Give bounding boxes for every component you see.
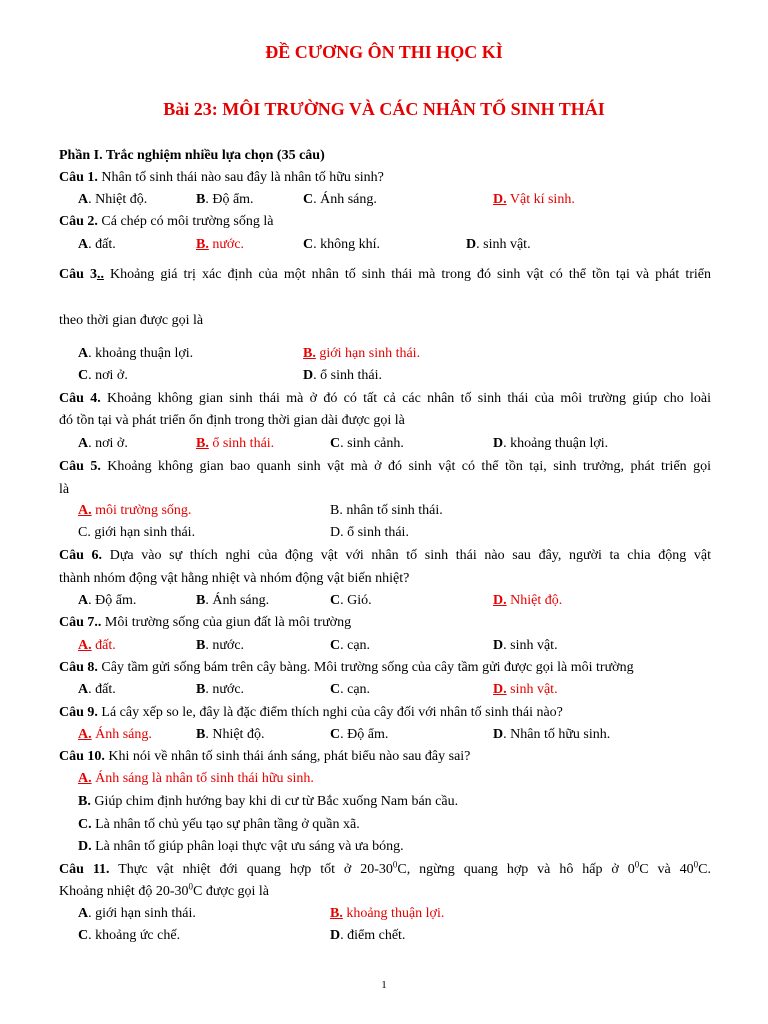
q11-option-a: A. giới hạn sinh thái.	[78, 906, 196, 921]
q11-option-b-correct: B. khoảng thuận lợi.	[330, 906, 445, 921]
q7-option-d: D. sinh vật.	[493, 638, 558, 653]
q6-option-b: B. Ánh sáng.	[196, 593, 270, 608]
q7-option-c: C. cạn.	[330, 638, 371, 653]
q6-option-d-correct: D. Nhiệt độ.	[493, 593, 563, 608]
q10-option-b: B. Giúp chim định hướng bay khi di cư từ Bắc xuống Nam bán cầu.	[78, 794, 459, 809]
document-title: ĐỀ CƯƠNG ÔN THI HỌC KÌ	[265, 42, 503, 62]
q8-option-a: A. đất.	[78, 682, 116, 697]
q9-option-b: B. Nhiệt độ.	[196, 727, 265, 742]
q1-option-d-correct: D. Vật kí sinh.	[493, 192, 575, 207]
q8-option-b: B. nước.	[196, 682, 245, 697]
q10-option-a-correct: A. Ánh sáng là nhân tố sinh thái hữu sinh.	[78, 771, 314, 786]
q2-option-d: D. sinh vật.	[466, 237, 531, 252]
q2-option-c: C. không khí.	[303, 237, 381, 252]
q5-option-a-correct: A. môi trường sống.	[78, 503, 192, 518]
lesson-title: Bài 23: MÔI TRƯỜNG VÀ CÁC NHÂN TỐ SINH THÁI	[163, 99, 605, 119]
question-text: Nhân tố sinh thái nào sau đây là nhân tố hữu sinh?	[101, 170, 384, 185]
q5-option-d: D. ổ sinh thái.	[330, 525, 409, 540]
question-8: Câu 8. Cây tầm gửi sống bám trên cây bàng. Môi trường sống của cây tầm gửi được gọi là môi trường	[59, 660, 634, 675]
q4-option-b-correct: B. ổ sinh thái.	[196, 436, 275, 451]
question-6-line1: Câu 6. Dựa vào sự thích nghi của động vật với nhân tố sinh thái nào sau đây, người ta chia động vật	[59, 548, 712, 563]
q9-option-c: C. Độ ẩm.	[330, 727, 389, 742]
question-3-line2: theo thời gian được gọi là	[59, 313, 204, 328]
question-4-line2: đó tồn tại và phát triển ổn định trong thời gian dài được gọi là	[59, 413, 405, 428]
question-4-line1: Câu 4. Khoảng không gian sinh thái mà ở đó có tất cả các nhân tố sinh thái của môi trường giúp cho loài	[59, 391, 712, 406]
question-5-line1: Câu 5. Khoảng không gian bao quanh sinh vật mà ở đó sinh vật có thể tồn tại, sinh trưởng, phát triển gọi	[59, 459, 711, 474]
q7-option-a-correct: A. đất.	[78, 638, 116, 653]
q3-option-c: C. nơi ở.	[78, 368, 128, 383]
section-heading: Phần I. Trắc nghiệm nhiều lựa chọn (35 câu)	[59, 148, 325, 163]
q2-option-a: A. đất.	[78, 237, 116, 252]
q10-option-c: C. Là nhân tố chủ yếu tạo sự phân tầng ở quần xã.	[78, 817, 360, 832]
question-label: Câu 1.	[59, 170, 98, 185]
q5-option-b: B. nhân tố sinh thái.	[330, 503, 443, 518]
q1-option-a: A. Nhiệt độ.	[78, 192, 148, 207]
q6-option-c: C. Gió.	[330, 593, 372, 608]
q8-option-c: C. cạn.	[330, 682, 371, 697]
question-3-line1: Câu 3.. Khoảng giá trị xác định của một nhân tố sinh thái mà trong đó sinh vật có thể tồn tại và phát triển	[59, 267, 711, 282]
q4-option-c: C. sinh cảnh.	[330, 436, 404, 451]
q11-option-c: C. khoảng ức chế.	[78, 928, 181, 943]
q6-option-a: A. Độ ẩm.	[78, 593, 137, 608]
q3-option-b-correct: B. giới hạn sinh thái.	[303, 346, 421, 361]
q1-option-c: C. Ánh sáng.	[303, 192, 377, 207]
q4-option-a: A. nơi ở.	[78, 436, 128, 451]
question-1	[59, 170, 384, 186]
question-2: Câu 2. Cá chép có môi trường sống là	[59, 214, 274, 229]
q4-option-d: D. khoảng thuận lợi.	[493, 436, 609, 451]
q7-option-b: B. nước.	[196, 638, 245, 653]
question-11-line1: Câu 11. Thực vật nhiệt đới quang hợp tốt ở $20-30^0C$, ngừng quang hợp và hô hấp ở $0^0C$ và $40^0C$.	[59, 859, 711, 877]
question-10: Câu 10. Khi nói về nhân tố sinh thái ánh sáng, phát biểu nào sau đây sai?	[59, 749, 471, 764]
q2-option-b-correct: B. nước.	[196, 237, 245, 252]
question-7: Câu 7.. Môi trường sống của giun đất là môi trường	[59, 615, 352, 630]
q3-option-a: A. khoảng thuận lợi.	[78, 346, 194, 361]
q1-option-b: B. Độ ẩm.	[196, 192, 254, 207]
q8-option-d-correct: D. sinh vật.	[493, 682, 558, 697]
q11-option-d: D. điểm chết.	[330, 928, 406, 943]
q9-option-a-correct: A. Ánh sáng.	[78, 727, 152, 742]
q3-option-d: D. ổ sinh thái.	[303, 368, 382, 383]
q10-option-d: D. Là nhân tố giúp phân loại thực vật ưu sáng và ưa bóng.	[78, 839, 404, 854]
question-5-line2: là	[59, 482, 70, 497]
question-6-line2: thành nhóm động vật hằng nhiệt và nhóm động vật biến nhiệt?	[59, 571, 410, 586]
page-number: 1	[381, 979, 387, 991]
question-9: Câu 9. Lá cây xếp so le, đây là đặc điểm thích nghi của cây đối với nhân tố sinh thái nào?	[59, 705, 563, 720]
q5-option-c: C. giới hạn sinh thái.	[78, 525, 196, 540]
question-11-line2: Khoảng nhiệt độ $20-30^0C$ được gọi là	[59, 881, 270, 899]
q9-option-d: D. Nhân tố hữu sinh.	[493, 727, 611, 742]
